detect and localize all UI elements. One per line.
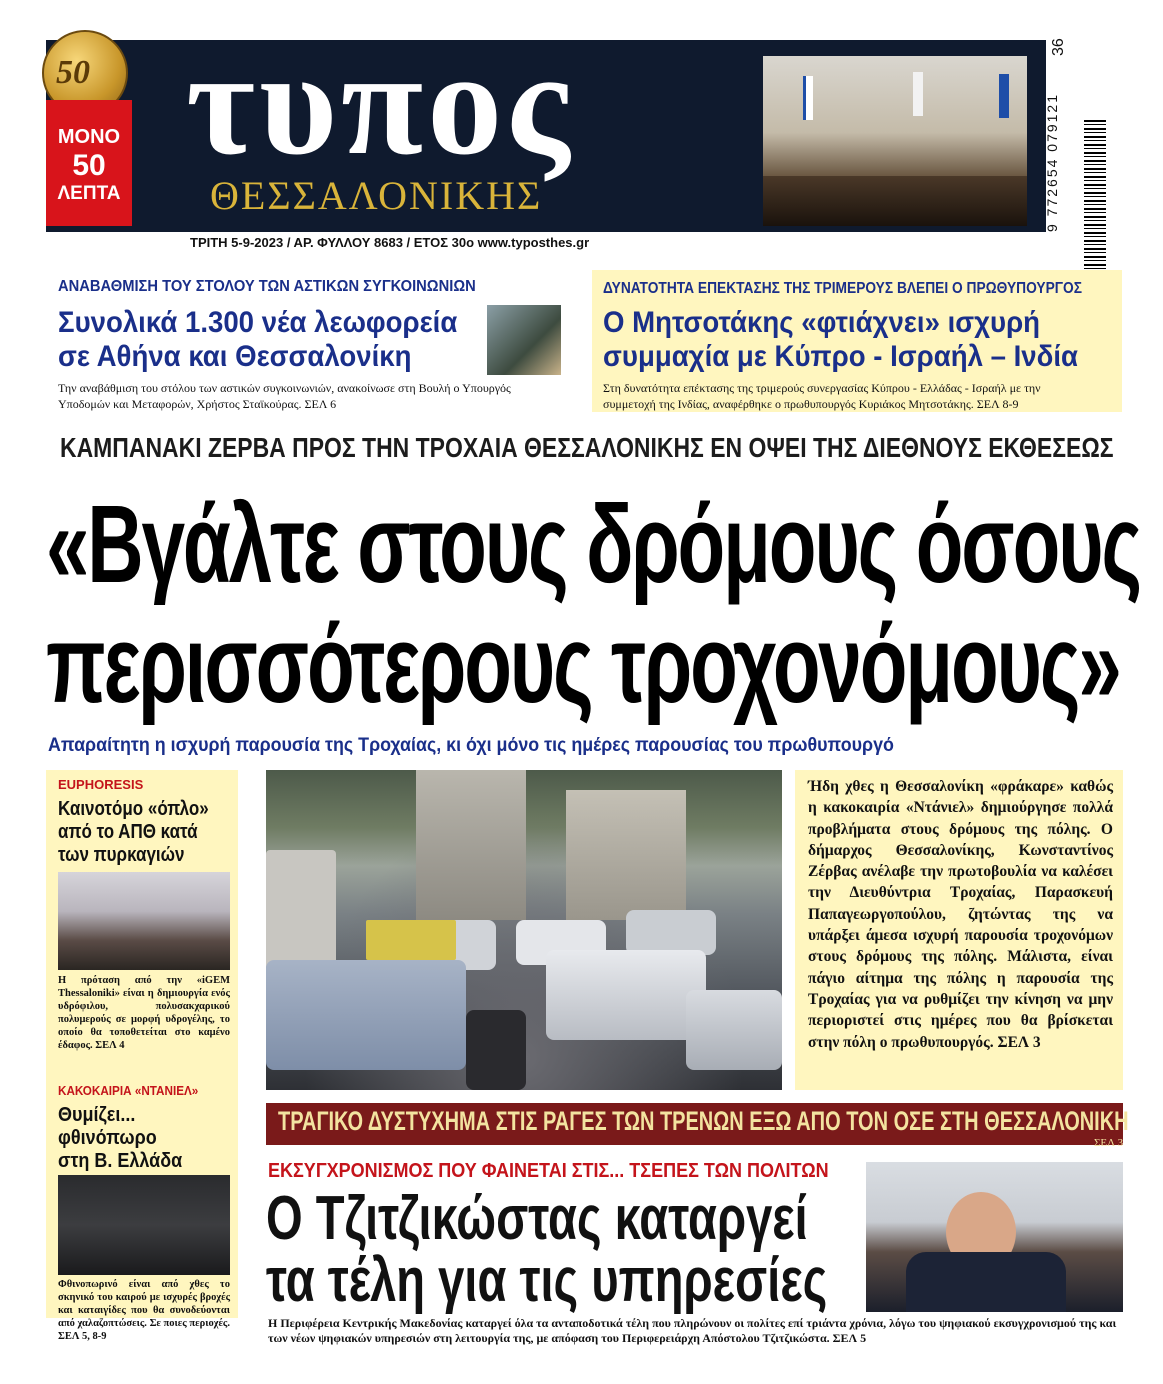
top-left-body-line1: Την αναβάθμιση του στόλου των αστικών συγκοινωνιών, ανακοίνωσε στη Βουλή ο Υπουργός	[58, 381, 511, 395]
side2-headline-line1: Θυμίζει...	[58, 1104, 136, 1126]
barcode-number: 9 772654 079121	[1044, 93, 1060, 232]
dateline: ΤΡΙΤΗ 5-9-2023 / ΑΡ. ΦΥΛΛΟΥ 8683 / ΕΤΟΣ 30ο www.typosthes.gr	[190, 235, 590, 250]
side2-headline-line3: στη Β. Ελλάδα	[58, 1150, 183, 1172]
storm-photo	[58, 1175, 230, 1275]
top-right-body-line2: συμμετοχή της Ινδίας, αναφέρθηκε ο πρωθυπουργός Κυριάκος Μητσοτάκης. ΣΕΛ 8-9	[603, 397, 1019, 411]
bus-photo	[487, 305, 561, 375]
masthead-photo	[763, 56, 1027, 226]
coin-label: 50	[56, 54, 90, 91]
top-right-headline-line1: Ο Μητσοτάκης «φτιάχνει» ισχυρή	[603, 306, 1041, 339]
side1-body: Η πρόταση από την «iGEM Thessaloniki» είναι η δημιουργία ενός υδρόφιλου, πολυσακχαρικού πολυμερούς σε μορφή υδρογέλης, το οποίο θα τοποθετείται στο καμένο έδαφος. ΣΕΛ 4	[58, 975, 230, 1051]
main-headline-line1: «Βγάλτε στους δρόμους όσους	[46, 483, 1140, 606]
price-line-3: ΛΕΠΤΑ	[57, 183, 121, 204]
main-subhead: Απαραίτητη η ισχυρή παρουσία της Τροχαίας, κι όχι μόνο τις ημέρες παρουσίας του πρωθυπουργό	[48, 735, 894, 756]
side2-body: Φθινοπωρινό είναι από χθες το σκηνικό του καιρού με ισχυρές βροχές και καταιγίδες που θα συνοδεύονται από χαλαζοπτώσεις. Σε ποιες περιοχές. ΣΕΛ 5, 8-9	[58, 1279, 230, 1342]
top-right-kicker: ΔΥΝΑΤΟΤΗΤΑ ΕΠΕΚΤΑΣΗΣ ΤΗΣ ΤΡΙΜΕΡΟΥΣ ΒΛΕΠΕΙ Ο ΠΡΩΘΥΠΟΥΡΓΟΣ	[603, 280, 1083, 297]
side1-headline-line2: από το ΑΠΘ κατά	[58, 821, 198, 843]
top-left-body-line2: Υποδομών και Μεταφορών, Χρήστος Σταϊκούρας. ΣΕΛ 6	[58, 397, 337, 411]
top-left-headline-line1: Συνολικά 1.300 νέα λεωφορεία	[58, 306, 458, 339]
bottom-headline-line1: Ο Τζιτζικώστας καταργεί	[266, 1184, 808, 1253]
side1-headline-line3: των πυρκαγιών	[58, 844, 185, 866]
newspaper-logo: τυπος	[186, 20, 574, 186]
top-left-kicker: ΑΝΑΒΑΘΜΙΣΗ ΤΟΥ ΣΤΟΛΟΥ ΤΩΝ ΑΣΤΙΚΩΝ ΣΥΓΚΟΙΝΩΝΙΩΝ	[58, 278, 476, 295]
price-line-2: 50	[72, 149, 106, 182]
traffic-photo	[266, 770, 782, 1090]
top-right-body-line1: Στη δυνατότητα επέκτασης της τριμερούς συνεργασίας Κύπρου - Ελλάδας - Ισραήλ με την	[603, 381, 1041, 395]
speaker-photo	[866, 1162, 1123, 1312]
main-headline-line2: περισσότερους τροχονόμους»	[46, 603, 1120, 726]
bottom-headline-line2: τα τέλη για τις υπηρεσίες	[266, 1246, 828, 1315]
main-kicker: ΚΑΜΠΑΝΑΚΙ ΖΕΡΒΑ ΠΡΟΣ ΤΗΝ ΤΡΟΧΑΙΑ ΘΕΣΣΑΛΟΝΙΚΗΣ ΕΝ ΟΨΕΙ ΤΗΣ ΔΙΕΘΝΟΥΣ ΕΚΘΕΣΕΩΣ	[60, 432, 1114, 463]
side1-kicker: EUPHORESIS	[58, 777, 144, 792]
bottom-body: Η Περιφέρεια Κεντρικής Μακεδονίας καταργεί όλα τα ανταποδοτικά τέλη που πληρώνουν οι πολίτες επί τριάντα χρόνια, λόγω του ψηφιακού εκσυγχρονισμού της και των νέων ψηφιακών υπηρεσιών στη λειτουργία της, με απόφαση του Περιφερειάρχη Απόστολου Τζιτζικώστα. ΣΕΛ 5	[268, 1316, 1117, 1345]
banner-text: ΤΡΑΓΙΚΟ ΔΥΣΤΥΧΗΜΑ ΣΤΙΣ ΡΑΓΕΣ ΤΩΝ ΤΡΕΝΩΝ ΕΞΩ ΑΠΟ ΤΟΝ ΟΣΕ ΣΤΗ ΘΕΣΣΑΛΟΝΙΚΗ	[278, 1106, 1129, 1136]
barcode-issue: 36	[1050, 38, 1067, 56]
lab-team-photo	[58, 872, 230, 970]
top-left-headline-line2: σε Αθήνα και Θεσσαλονίκη	[58, 340, 412, 373]
main-story-body: Ήδη χθες η Θεσσαλονίκη «φράκαρε» καθώς η κακοκαιρία «Ντάνιελ» δημιούργησε πολλά προβλήματα στους δρόμους της πόλης. Ο δήμαρχος Θεσσαλονίκης, Κωνσταντίνος Ζέρβας ανέλαβε την πρωτοβουλία να καλέσει την Διευθύντρια Τροχαίας, Παρασκευή Παπαγεωργοπούλου, ζητώντας της να υπάρξει άμεσα ισχυρή παρουσία τροχονόμων στους δρόμους της πόλης. Μάλιστα, είναι πάγιο αίτημα της πόλης η παρουσία της Τροχαίας για να ρυθμίζει την κίνηση να μην περιοριστεί στις ημέρες που θα βρίσκεται στην πόλη ο πρωθυπουργός. ΣΕΛ 3	[808, 778, 1113, 1051]
newspaper-logo-subtitle: ΘΕΣΣΑΛΟΝΙΚΗΣ	[210, 173, 543, 218]
top-right-headline-line2: συμμαχία με Κύπρο - Ισραήλ – Ινδία	[603, 340, 1079, 373]
price-line-1: ΜΟΝΟ	[57, 126, 121, 148]
price-tag	[46, 100, 132, 226]
side2-headline-line2: φθινόπωρο	[58, 1127, 157, 1149]
side1-headline-line1: Καινοτόμο «όπλο»	[58, 798, 209, 820]
side2-kicker: ΚΑΚΟΚΑΙΡΙΑ «ΝΤΑΝΙΕΛ»	[58, 1083, 199, 1098]
bottom-kicker: ΕΚΣΥΓΧΡΟΝΙΣΜΟΣ ΠΟΥ ΦΑΙΝΕΤΑΙ ΣΤΙΣ... ΤΣΕΠΕΣ ΤΩΝ ΠΟΛΙΤΩΝ	[268, 1160, 829, 1182]
banner-page-ref: ΣΕΛ 3	[1094, 1137, 1124, 1149]
